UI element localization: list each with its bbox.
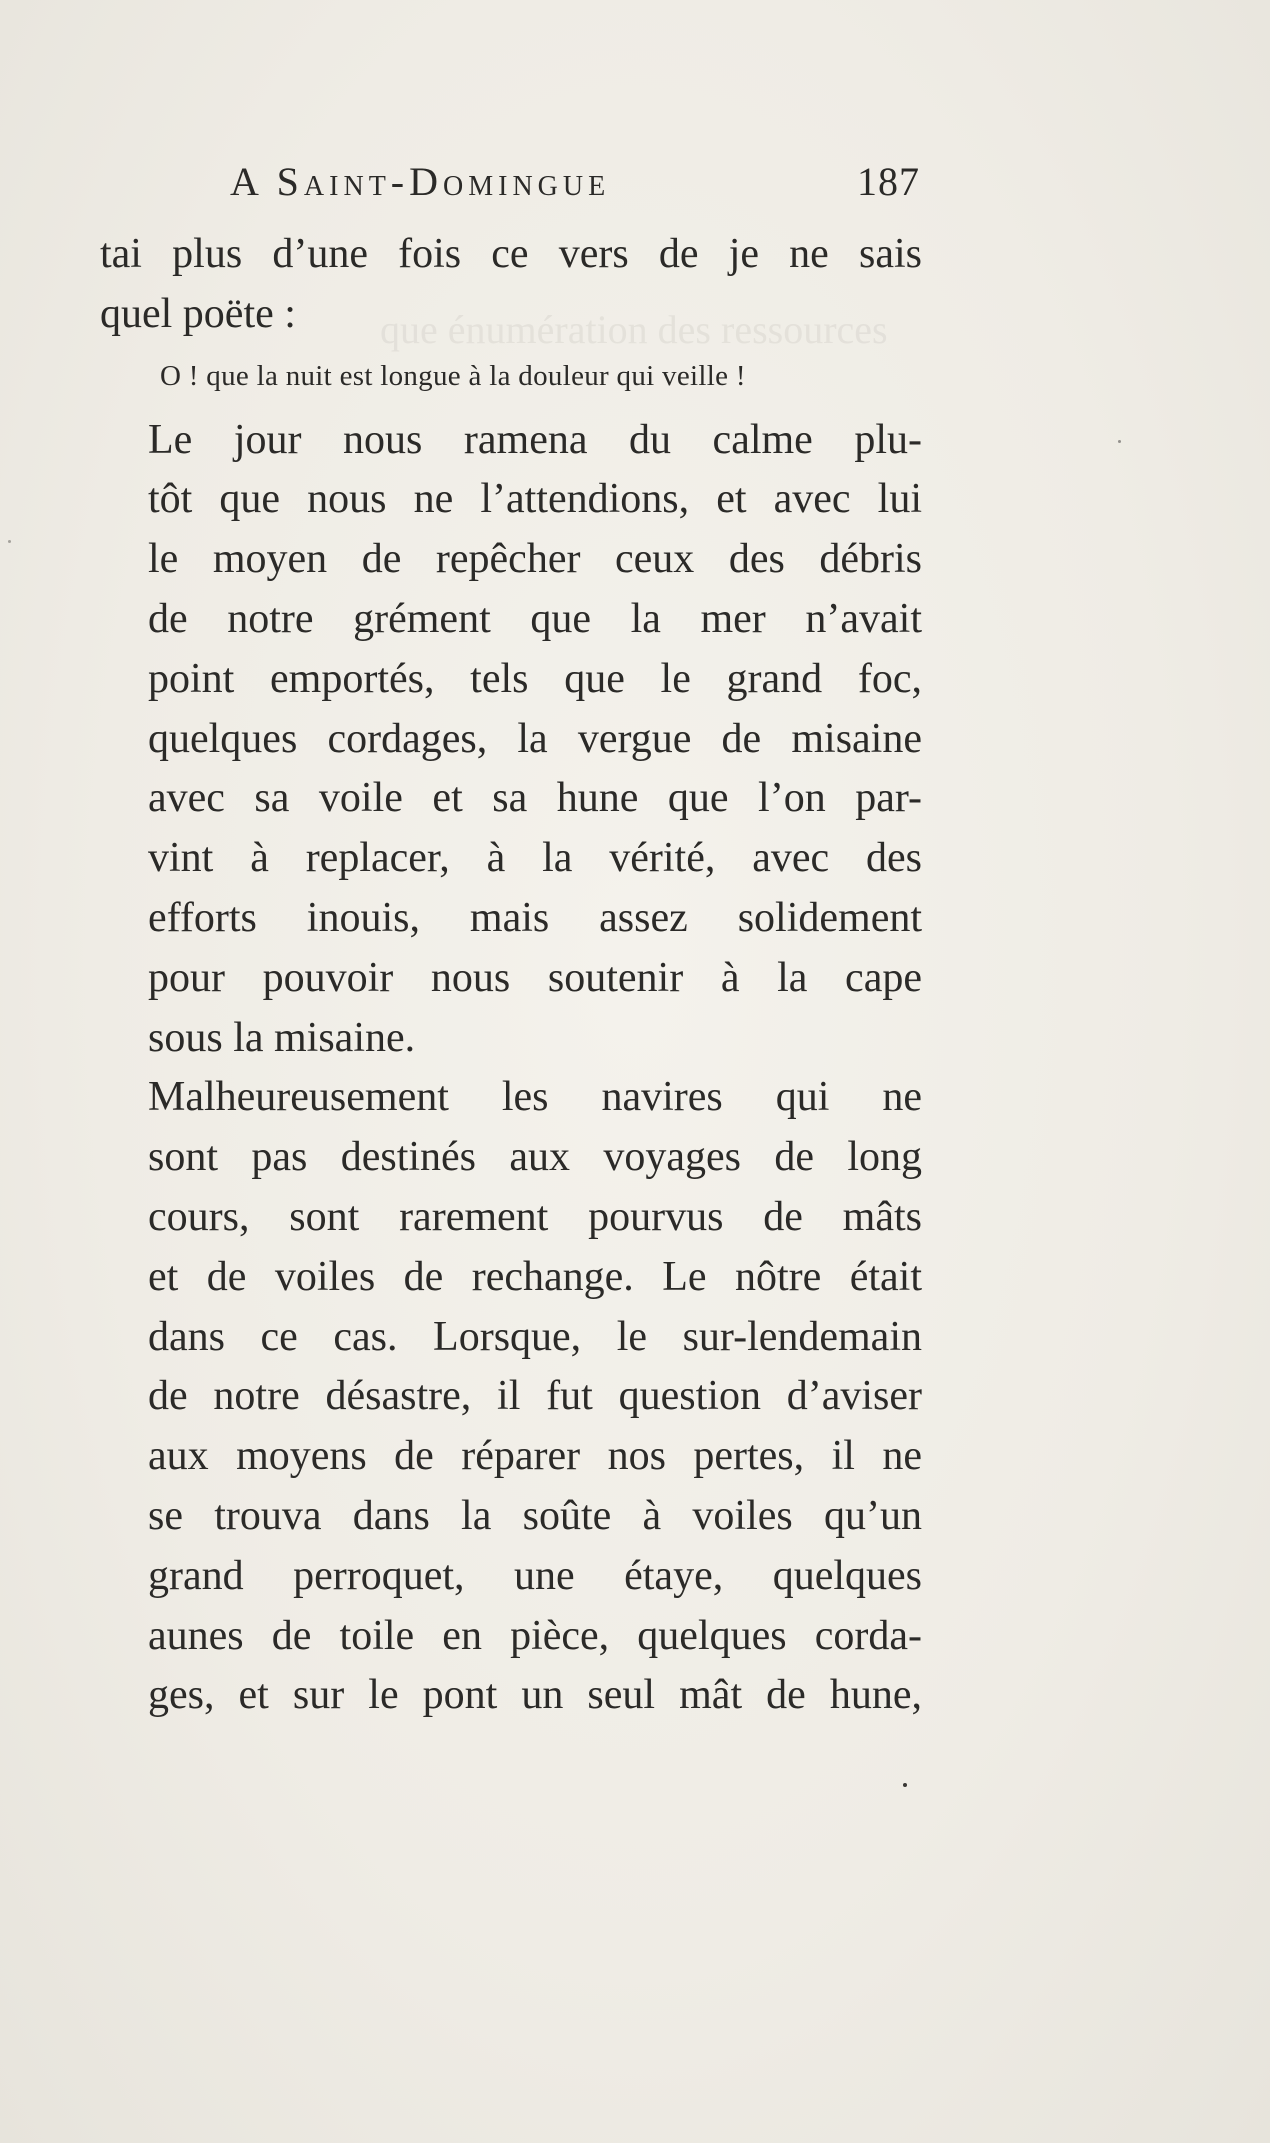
page-number: 187	[857, 159, 920, 204]
text-line: sont pas destinés aux voyages de long	[148, 1134, 922, 1181]
text-line: grand perroquet, une étaye, quelques	[148, 1552, 922, 1599]
text-line: et de voiles de rechange. Le nôtre était	[148, 1253, 922, 1300]
text-line: cours, sont rarement pourvus de mâts	[148, 1193, 922, 1240]
text-line: le moyen de repêcher ceux des débris	[148, 536, 922, 583]
text-line: quel poëte :	[100, 290, 296, 337]
text-line: aunes de toile en pièce, quelques corda-	[148, 1612, 922, 1659]
verse-quotation: O ! que la nuit est longue à la douleur qui veille !	[160, 359, 746, 392]
text-line: Malheureusement les navires qui ne	[148, 1074, 922, 1121]
text-line: point emportés, tels que le grand foc,	[148, 655, 922, 702]
text-line: dans ce cas. Lorsque, le sur-lendemain	[148, 1313, 922, 1360]
paragraph-1	[100, 225, 922, 345]
running-title: A Saint-Domingue	[230, 159, 611, 204]
ink-speck	[1118, 440, 1121, 443]
text-line: de notre désastre, il fut question d’aviser	[148, 1373, 922, 1420]
paragraph-2	[100, 411, 922, 1069]
page-header	[230, 158, 920, 218]
text-line: ges, et sur le pont un seul mât de hune,	[148, 1672, 922, 1719]
text-line: avec sa voile et sa hune que l’on par-	[148, 775, 922, 822]
text-line: pour pouvoir nous soutenir à la cape	[148, 954, 922, 1001]
text-line: Le jour nous ramena du calme plu-	[148, 416, 922, 463]
body-text	[100, 225, 922, 1726]
text-line: sous la misaine.	[148, 1014, 416, 1061]
text-line: de notre grément que la mer n’avait	[148, 595, 922, 642]
text-line: tôt que nous ne l’attendions, et avec lui	[148, 476, 922, 523]
text-line: se trouva dans la soûte à voiles qu’un	[148, 1492, 922, 1539]
text-line: vint à replacer, à la vérité, avec des	[148, 835, 922, 882]
text-line: tai plus d’une fois ce vers de je ne sais	[100, 231, 922, 277]
paragraph-3	[100, 1068, 922, 1726]
ink-speck	[8, 540, 11, 543]
text-line: aux moyens de réparer nos pertes, il ne	[148, 1433, 922, 1480]
text-line: efforts inouis, mais assez solidement	[148, 894, 922, 941]
show-through-text: que énumération des ressources	[380, 307, 888, 352]
ink-speck	[903, 1783, 907, 1787]
text-line: quelques cordages, la vergue de misaine	[148, 715, 922, 762]
